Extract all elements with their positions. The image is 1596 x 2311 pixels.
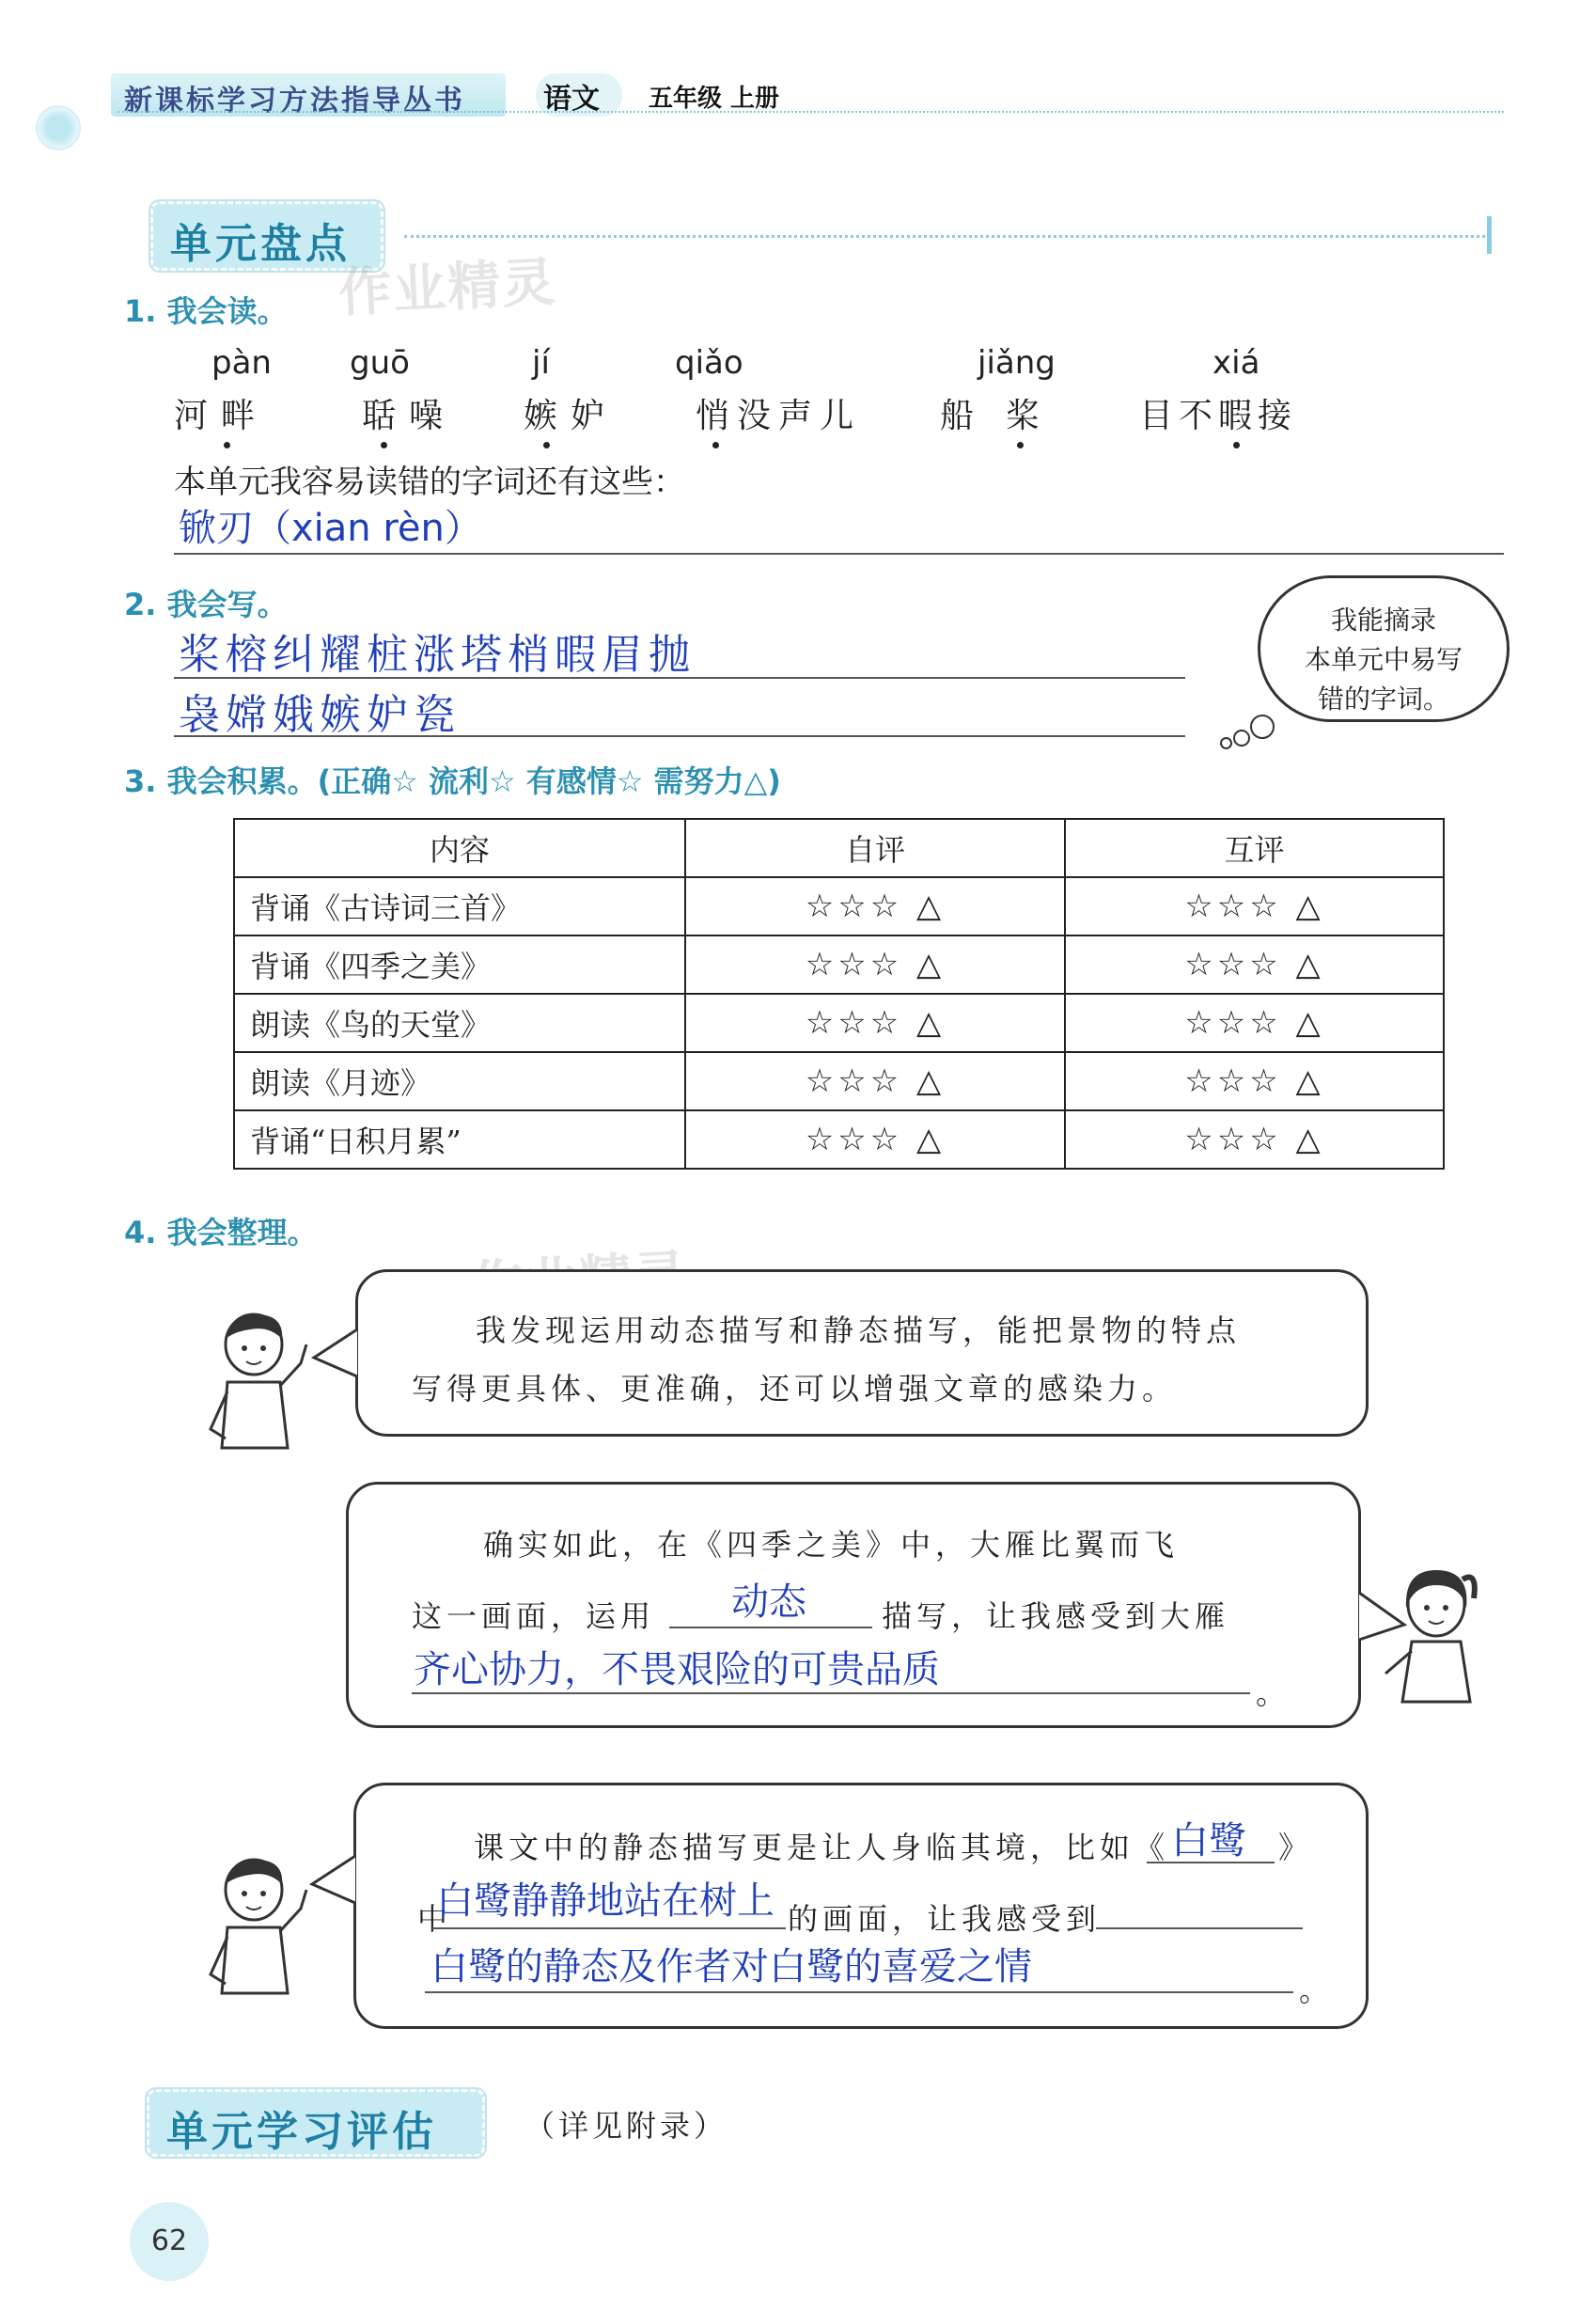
assessment-table — [233, 818, 1445, 1170]
bubble1-line-2: 写得更具体、更准确，还可以增强文章的感染力。 — [412, 1371, 1178, 1407]
answer-line — [669, 1627, 872, 1628]
bubble3-line-1b: 》 — [1278, 1830, 1314, 1865]
section-title-line — [404, 235, 1485, 238]
answer-line — [432, 1927, 786, 1929]
header-series-title: 新课标学习方法指导丛书 — [124, 85, 465, 118]
q2-title: 2. 我会写。 — [124, 587, 288, 622]
emphasis-dot — [381, 442, 387, 448]
section-note: （详见附录） — [524, 2108, 728, 2144]
q1-word-2: 聒噪 — [362, 397, 457, 435]
bubble3-end: 。 — [1299, 1973, 1335, 2008]
table-cell-self: ☆☆☆ △ — [685, 1110, 1065, 1169]
q4-title: 4. 我会整理。 — [124, 1215, 318, 1250]
table-header-self: 自评 — [685, 819, 1065, 877]
q1-handwritten-answer: 锨刃（xian rèn） — [179, 507, 482, 550]
table-cell-content: 背诵《四季之美》 — [234, 935, 685, 994]
q1-pinyin-3: jí — [532, 344, 550, 382]
bubble2-line-2b: 描写，让我感受到大雁 — [882, 1598, 1230, 1634]
q1-pinyin-2: guō — [350, 344, 410, 382]
table-cell-content: 朗读《月迹》 — [234, 1052, 685, 1110]
section-title-unit-assessment: 单元学习评估 — [147, 2089, 485, 2157]
q1-answer-line — [174, 553, 1504, 555]
q2-handwritten-line-1: 桨榕纠耀桩涨塔梢暇眉抛 — [179, 631, 696, 679]
boy-illustration — [197, 1852, 329, 2021]
bubble3-answer-3: 白鹭的静态及作者对白鹭的喜爱之情 — [430, 1945, 1032, 1989]
bubble3-answer-2: 白鹭静静地站在树上 — [436, 1879, 775, 1923]
q1-pinyin-5: jiǎng — [978, 344, 1056, 382]
q3-title: 3. 我会积累。(正确☆ 流利☆ 有感情☆ 需努力△) — [124, 763, 781, 799]
table-row — [234, 994, 1444, 1052]
table-cell-content: 背诵“日积月累” — [234, 1110, 685, 1169]
q1-word-1: 河畔 — [174, 397, 269, 435]
bubble3-line-1a: 课文中的静态描写更是让人身临其境，比如《 — [474, 1830, 1170, 1865]
cloud-tail-dot — [1220, 737, 1232, 749]
table-row — [234, 1110, 1444, 1169]
header-decoration-circle — [36, 105, 81, 150]
section-title-unit-review: 单元盘点 — [150, 201, 383, 271]
header-divider — [117, 111, 1504, 113]
table-cell-peer: ☆☆☆ △ — [1065, 935, 1444, 994]
answer-line — [425, 1991, 1293, 1993]
answer-line — [1147, 1862, 1275, 1863]
table-cell-content: 朗读《鸟的天堂》 — [234, 994, 685, 1052]
bubble2-line-1: 确实如此，在《四季之美》中，大雁比翼而飞 — [483, 1527, 1180, 1563]
boy-illustration — [197, 1307, 329, 1476]
table-header-row — [234, 819, 1444, 877]
table-cell-self: ☆☆☆ △ — [685, 877, 1065, 935]
table-cell-content: 背诵《古诗词三首》 — [234, 877, 685, 935]
emphasis-dot — [1017, 442, 1024, 448]
q1-word-3: 嫉妒 — [524, 397, 618, 435]
bubble2-end: 。 — [1256, 1675, 1291, 1711]
q2-answer-line-2 — [174, 735, 1185, 737]
q1-prompt: 本单元我容易读错的字词还有这些： — [174, 464, 685, 501]
table-cell-peer: ☆☆☆ △ — [1065, 877, 1444, 935]
table-cell-self: ☆☆☆ △ — [685, 935, 1065, 994]
table-header-peer: 互评 — [1065, 819, 1444, 877]
bubble1-line-1: 我发现运用动态描写和静态描写，能把景物的特点 — [476, 1313, 1242, 1348]
table-row — [234, 877, 1444, 935]
emphasis-dot — [1233, 442, 1240, 448]
tip-cloud — [1258, 575, 1510, 722]
speech-bubble-tail — [310, 1326, 363, 1382]
page-number: 62 — [130, 2202, 209, 2281]
q1-title: 1. 我会读。 — [124, 293, 288, 329]
bubble3-line-2b: 的画面，让我感受到 — [788, 1901, 1102, 1937]
section-title-end-mark — [1487, 216, 1492, 254]
table-cell-peer: ☆☆☆ △ — [1065, 994, 1444, 1052]
table-row — [234, 1052, 1444, 1110]
table-cell-self: ☆☆☆ △ — [685, 994, 1065, 1052]
speech-bubble-1 — [355, 1269, 1369, 1437]
header-grade: 五年级 上册 — [649, 85, 780, 113]
header-subject: 语文 — [543, 83, 600, 116]
bubble3-answer-1: 白鹭 — [1171, 1819, 1246, 1863]
q1-word-5: 船桨 — [940, 397, 1072, 435]
bubble2-answer-2: 齐心协力，不畏艰险的可贵品质 — [414, 1648, 940, 1691]
q1-word-4: 悄没声儿 — [696, 397, 862, 435]
tip-cloud-line-2: 本单元中易写 — [1304, 644, 1463, 675]
cloud-tail-dot — [1233, 730, 1250, 747]
tip-cloud-line-1: 我能摘录 — [1330, 605, 1436, 636]
q1-pinyin-4: qiǎo — [675, 344, 743, 382]
emphasis-dot — [224, 442, 230, 448]
answer-line — [1096, 1927, 1303, 1929]
watermark: 作业精灵 — [336, 251, 558, 325]
emphasis-dot — [712, 442, 719, 448]
cloud-tail-dot — [1250, 715, 1275, 739]
emphasis-dot — [543, 442, 550, 448]
table-row — [234, 935, 1444, 994]
table-cell-peer: ☆☆☆ △ — [1065, 1110, 1444, 1169]
tip-cloud-line-3: 错的字词。 — [1317, 684, 1449, 715]
table-header-content: 内容 — [234, 819, 685, 877]
q1-word-6: 目不暇接 — [1139, 397, 1298, 435]
bubble3-line-2a: 中 — [417, 1901, 453, 1937]
table-cell-peer: ☆☆☆ △ — [1065, 1052, 1444, 1110]
q1-pinyin-1: pàn — [211, 344, 272, 382]
table-cell-self: ☆☆☆ △ — [685, 1052, 1065, 1110]
q1-pinyin-6: xiá — [1213, 344, 1260, 382]
answer-line — [412, 1692, 1250, 1694]
bubble2-answer-1: 动态 — [731, 1580, 806, 1624]
bubble2-line-2a: 这一画面，运用 — [412, 1598, 656, 1634]
girl-illustration — [1380, 1561, 1493, 1730]
q2-handwritten-line-2: 袅嫦娥嫉妒瓷 — [179, 691, 461, 739]
q2-answer-line-1 — [174, 677, 1185, 679]
